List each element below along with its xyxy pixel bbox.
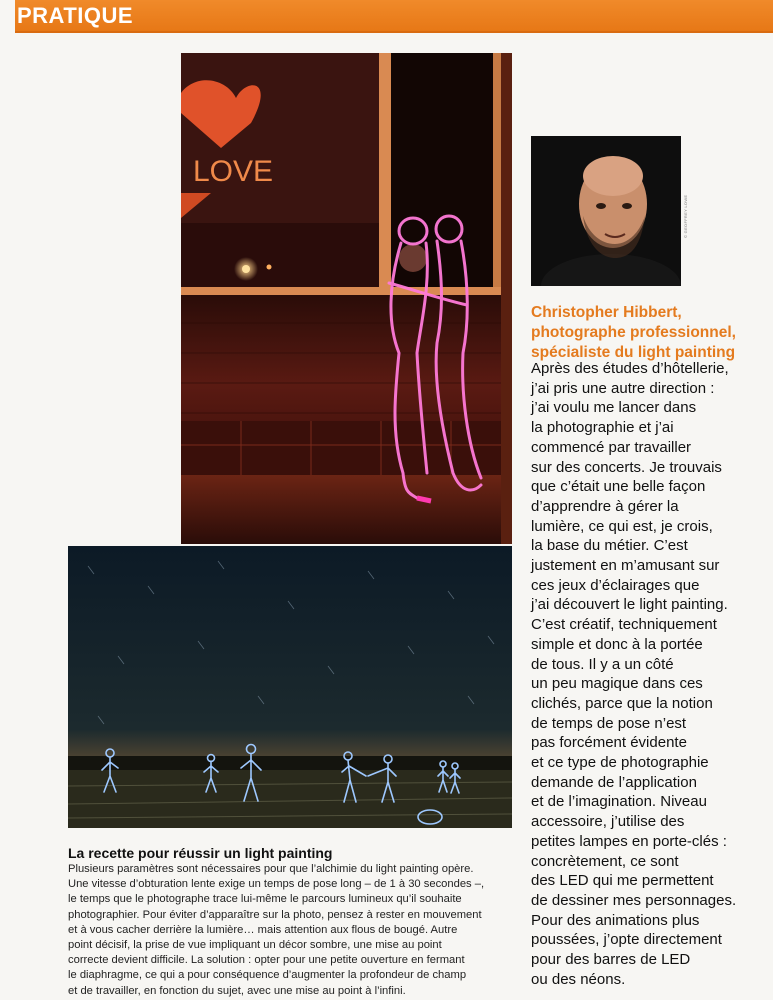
recipe-line: point décisif, la prise de vue impliquant un décor sombre, une mise au point [68,939,442,952]
love-sign-text: LOVE [193,155,274,188]
bio-heading-line: Christopher Hibbert, [531,304,682,321]
bio-line: accessoire, j’utilise des [531,813,685,831]
bio-line: d’apprendre à gérer la [531,497,679,515]
bio-line: simple et donc à la portée [531,635,703,653]
bio-line: Après des études d’hôtellerie, [531,360,729,377]
bio-body [531,359,771,990]
photo-field-stick-figures [68,546,512,828]
photo-portrait-hibbert [531,136,681,286]
recipe-body [68,862,518,999]
bio-heading-line: spécialiste du light painting [531,344,736,361]
bio-heading-line: photographe professionnel, [531,324,736,341]
bio-line: et ce type de photographie [531,754,709,772]
bio-line: justement en m’amusant sur [531,557,720,575]
bio-line: j’ai voulu me lancer dans [531,399,697,417]
recipe-line: le diaphragme, ce qui a pour conséquence d’augmenter la profondeur de champ [68,969,467,982]
bio-line: lumière, ce qui est, je crois, [531,517,713,535]
bio-heading [531,303,766,363]
bio-line: la base du métier. C’est [531,537,688,555]
bio-line: ou des néons. [531,970,626,988]
bio-line: la photographie et j’ai [531,419,674,437]
recipe-line: correcte devient difficile. La solution : opter pour une petite ouverture en fermant [68,954,465,967]
recipe-line: Une vitesse d’obturation lente exige un temps de pose long – de 1 à 30 secondes –, [68,878,485,891]
bio-line: un peu magique dans ces [531,675,703,693]
bio-line: demande de l’application [531,773,697,791]
section-label: PRATIQUE [17,3,134,28]
bio-line: commencé par travailler [531,438,692,456]
bio-line: concrètement, ce sont [531,852,679,870]
recipe-line: photographier. Pour éviter d’apparaître sur la photo, pensez à rester en mouvement [68,908,482,921]
bio-line: C’est créatif, techniquement [531,616,717,634]
bio-line: j’ai découvert le light painting. [531,596,728,614]
recipe-title: La recette pour réussir un light painting [68,845,333,861]
bio-line: et de l’imagination. Niveau [531,793,707,811]
photo-credit: © GEOFFREY LOWE [683,194,688,238]
recipe-line: le temps que le photographe trace lui-même le parcours lumineux qu’il souhaite [68,893,462,906]
bio-line: de temps de pose n’est [531,714,687,732]
bio-line: de dessiner mes personnages. [531,891,737,909]
recipe-line: Plusieurs paramètres sont nécessaires pour que l’alchimie du light painting opère. [68,863,474,875]
bio-line: j’ai pris une autre direction : [531,379,715,397]
section-header-bar [15,0,773,33]
bio-line: de tous. Il y a un côté [531,655,674,673]
bio-line: des LED qui me permettent [531,872,714,890]
bio-line: pour des barres de LED [531,951,691,969]
bio-line: petites lampes en porte-clés : [531,832,727,850]
bio-line: poussées, j’opte directement [531,931,722,949]
bio-line: que c’était une belle façon [531,478,706,496]
recipe-line: et de travailler, en fonction du sujet, avec une mise au point à l’infini. [68,984,406,997]
bio-line: Pour des animations plus [531,911,700,929]
bio-line: pas forcément évidente [531,734,687,752]
bio-line: ces jeux d’éclairages que [531,576,700,594]
bio-line: sur des concerts. Je trouvais [531,458,722,476]
bio-line: clichés, parce que la notion [531,694,713,712]
recipe-line: et à vous cacher derrière la lumière… mais attention aux flous de bougé. Autre [68,923,458,936]
photo-love-window [181,53,512,544]
